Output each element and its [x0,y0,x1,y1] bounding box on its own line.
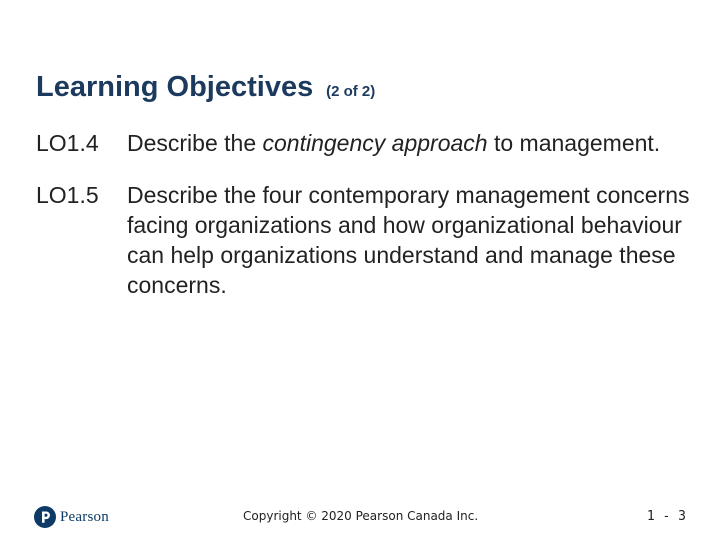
slide-title-main: Learning Objectives [36,71,314,103]
slide-title-suffix: (2 of 2) [326,83,376,100]
objective-code: LO1.4 [36,130,99,156]
pearson-logo [34,505,109,529]
objective-text-before: Describe the [127,130,263,156]
objective-text-after: to management. [487,130,661,156]
objective-item [36,128,696,158]
slide-title [36,66,375,105]
objective-text-before: Describe the four contemporary management concerns facing organizations and how organizational behaviour can help organizations understand and manage these concerns. [127,182,690,298]
copyright-notice: Copyright © 2020 Pearson Canada Inc. [243,509,479,523]
objective-text [127,180,696,300]
page-number: 1 - 3 [646,509,686,524]
objective-item [36,180,696,300]
pearson-logo-text: Pearson [60,508,109,525]
objective-text [127,128,696,158]
pearson-logo-icon [34,506,56,528]
objectives-list [36,128,696,322]
objective-text-emphasis: contingency approach [262,130,488,156]
objective-code: LO1.5 [36,182,99,208]
